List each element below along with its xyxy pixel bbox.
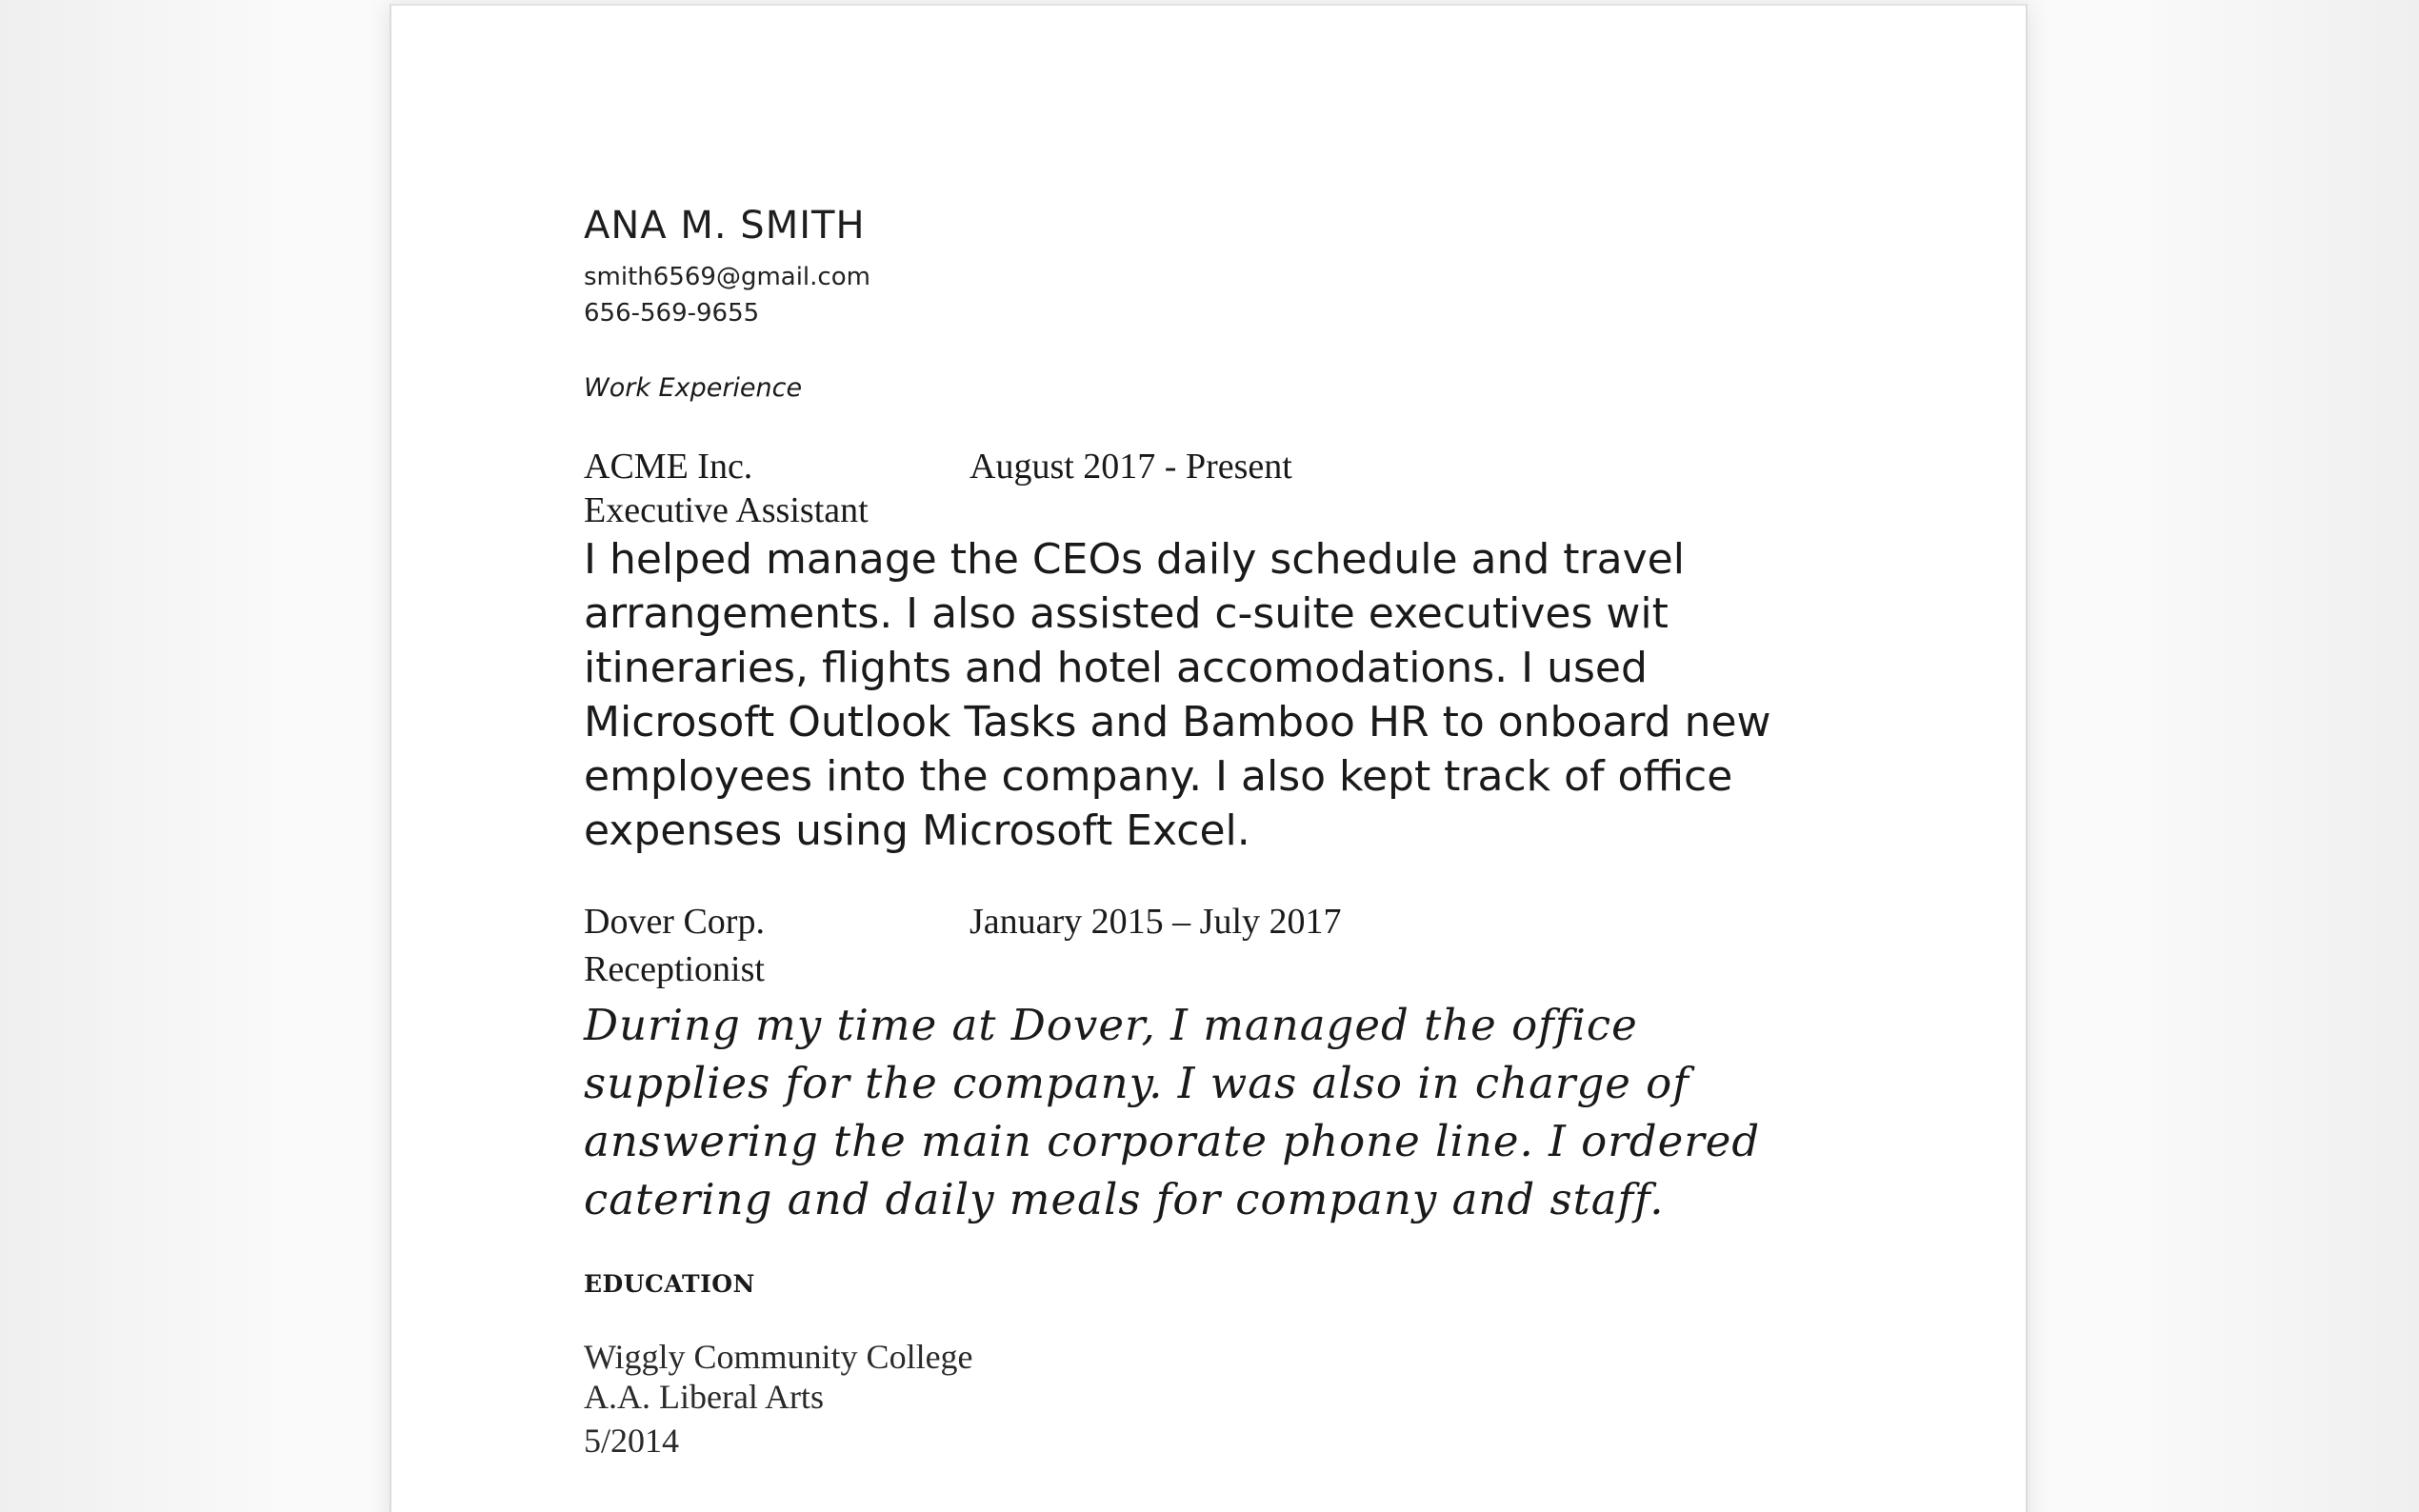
education-date: 5/2014: [584, 1422, 680, 1460]
job-dates: August 2017 - Present: [970, 447, 1292, 487]
job-title: Executive Assistant: [584, 490, 869, 530]
work-experience-heading: Work Experience: [584, 373, 803, 403]
job-description: During my time at Dover, I managed the office supplies for the company. I was also in charge of answering the main corporate phone line. I ordered catering and daily meals for company and staff.: [584, 1000, 1761, 1224]
education-school: Wiggly Community College: [584, 1338, 973, 1376]
document-page: [390, 4, 2028, 1512]
job-description: I helped manage the CEOs daily schedule and travel arrangements. I also assisted c-suite executives wit itineraries, flights and hotel accomodations. I used Microsoft Outlook Tasks and Bamboo HR to onboard new employees into the company. I also kept track of office expenses using Microsoft Excel.: [584, 535, 1771, 855]
education-heading: EDUCATION: [584, 1270, 755, 1298]
job-company: ACME Inc.: [584, 447, 753, 487]
job-dates: January 2015 – July 2017: [970, 902, 1342, 942]
education-degree: A.A. Liberal Arts: [584, 1378, 824, 1416]
job-title: Receptionist: [584, 949, 765, 989]
email-address: smith6569@gmail.com: [584, 263, 870, 291]
phone-number: 656-569-9655: [584, 299, 760, 328]
candidate-name: ANA M. SMITH: [584, 204, 866, 248]
job-company: Dover Corp.: [584, 902, 765, 942]
